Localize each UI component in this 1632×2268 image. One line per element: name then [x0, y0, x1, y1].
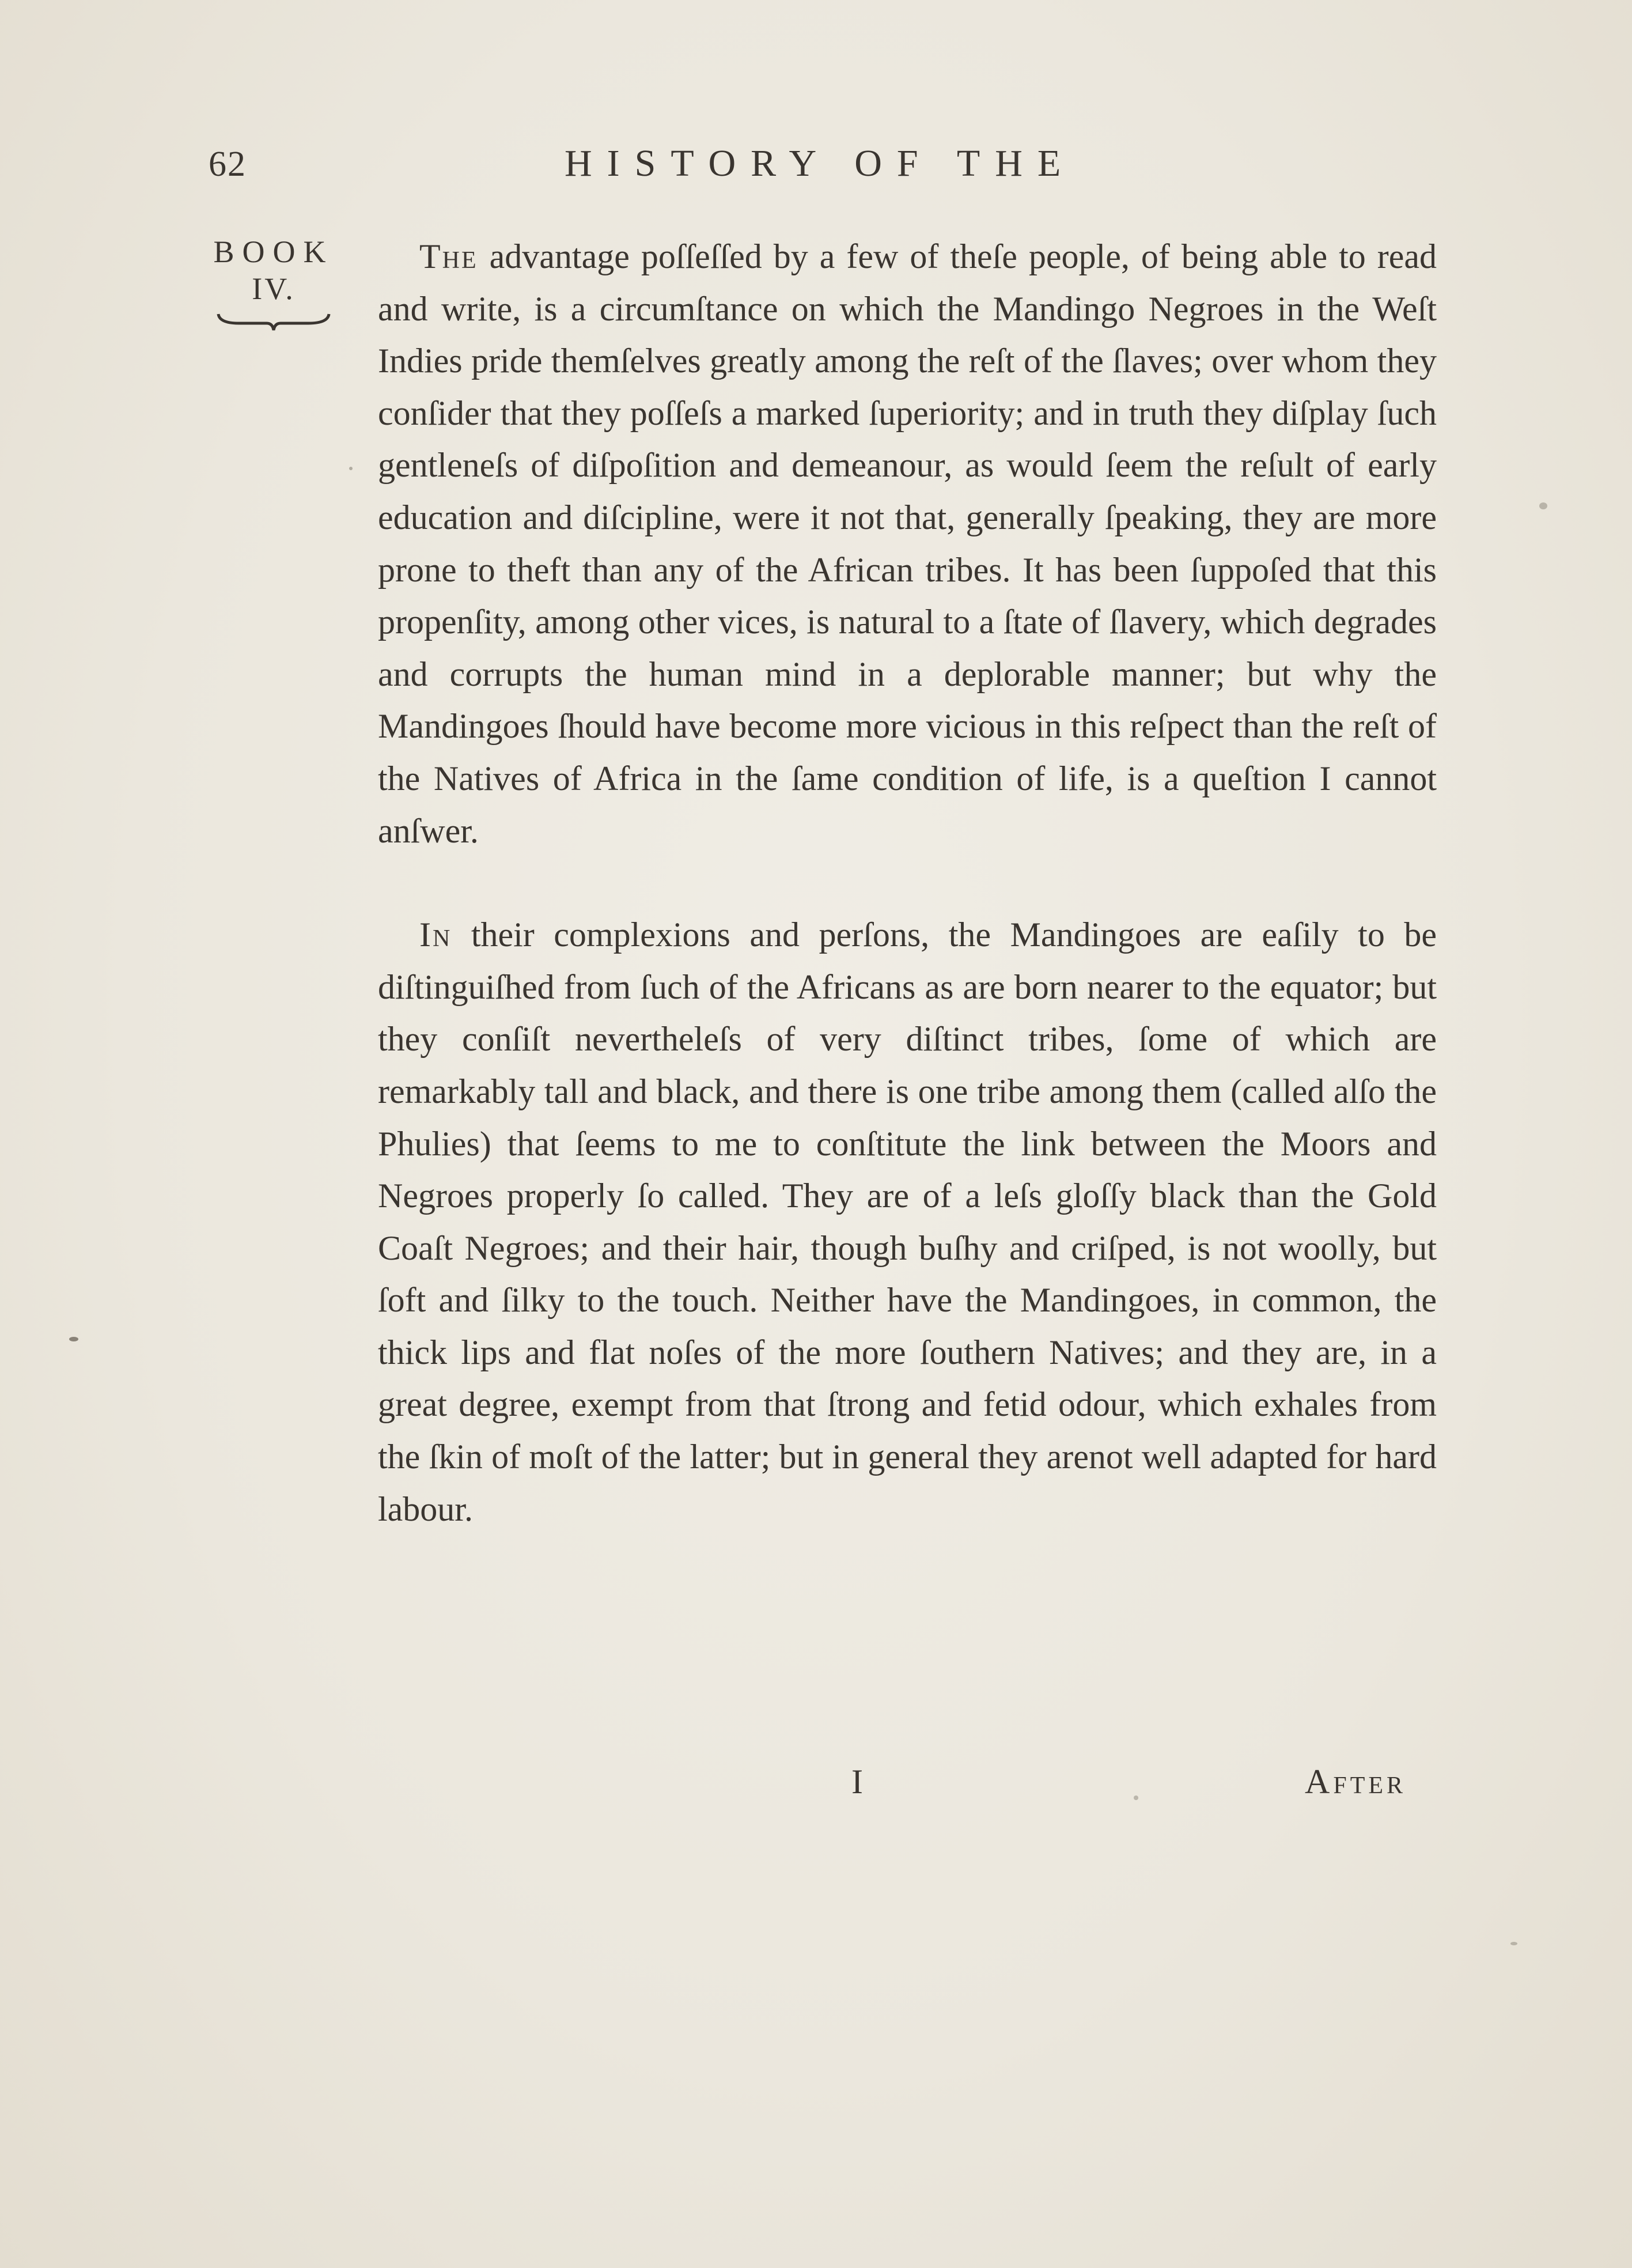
body-text [378, 230, 1437, 1535]
margin-note [196, 233, 351, 334]
paragraph-1 [378, 230, 1437, 857]
catchword: After [1305, 1763, 1407, 1801]
paper-speck [1510, 1942, 1517, 1945]
paper-speck [1539, 502, 1547, 509]
running-head: HISTORY OF THE [565, 142, 1076, 184]
paragraph-1-lead: The [419, 237, 478, 275]
margin-brace-ornament [216, 311, 331, 334]
paragraph-2-text: their complexions and perſons, the Mandingoes are eaſily to be diſtinguiſhed from ſuch of the Africans as are born nearer to the equator; but they conſiſt nevertheleſs of very diſtinct tribes, ſome of which are remarkably tall and black, and there is one tribe among them (called alſo the Phulies) that ſeems to me to conſtitute the link between the Moors and Negroes properly ſo called. They are of a leſs gloſſy black than the Gold Coaſt Negroes; and their hair, though buſhy and criſped, is not woolly, but ſoft and ſilky to the touch. Neither have the Mandingoes, in common, the thick lips and flat noſes of the more ſouthern Natives; and they are, in a great degree, exempt from that ſtrong and fetid odour, which exhales from the ſkin of moſt of the latter; but in general they arenot well adapted for hard labour. [378, 916, 1437, 1528]
paragraph-2-lead: In [419, 916, 452, 954]
signature-mark: I [851, 1763, 863, 1801]
paper-speck [69, 1337, 78, 1341]
paragraph-2 [378, 909, 1437, 1535]
paper-speck [349, 467, 353, 470]
margin-book-label: BOOK [213, 235, 334, 269]
paper-speck [1134, 1795, 1138, 1800]
page-number: 62 [209, 145, 247, 184]
margin-volume-label: IV. [252, 271, 296, 306]
paragraph-1-text: advantage poſſeſſed by a few of theſe people, of being able to read and write, is a circumſtance on which the Mandingo Negroes in the Weſt Indies pride themſelves greatly among the reſt of the ſlaves; over whom they conſider that they poſſeſs a marked ſuperiority; and in truth they diſplay ſuch gentleneſs of diſpoſition and demeanour, as would ſeem the reſult of early education and diſcipline, were it not that, generally ſpeaking, they are more prone to theft than any of the African tribes. It has been ſuppoſed that this propenſity, among other vices, is natural to a ſtate of ſlavery, which degrades and corrupts the human mind in a deplorable manner; but why the Mandingoes ſhould have become more vicious in this reſpect than the reſt of the Natives of Africa in the ſame condition of life, is a queſtion I cannot anſwer. [378, 237, 1437, 850]
